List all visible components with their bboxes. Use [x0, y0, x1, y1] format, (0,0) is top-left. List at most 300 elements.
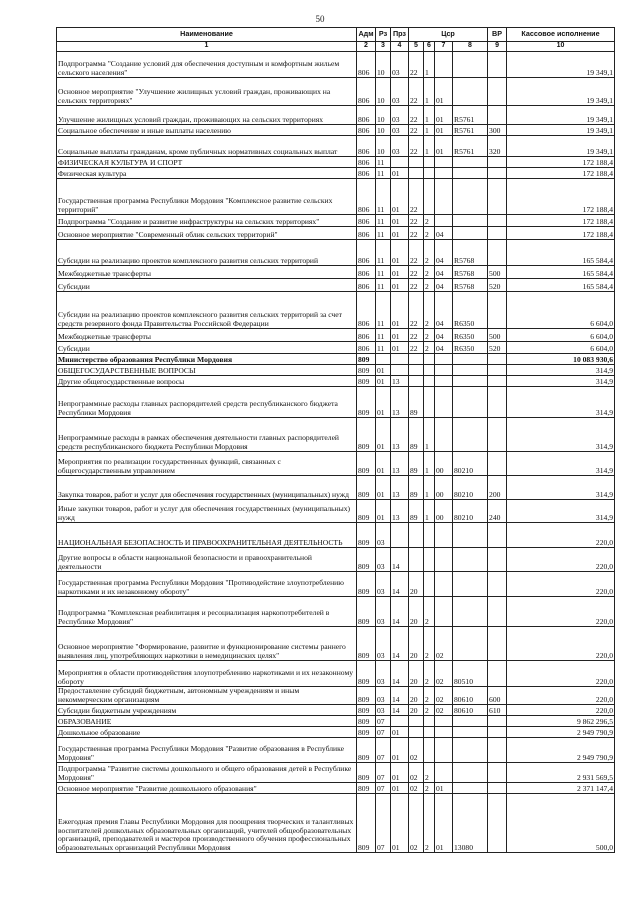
row-adm: 809 — [357, 763, 376, 783]
table-row — [57, 125, 615, 136]
row-vr — [488, 716, 507, 727]
row-amount: 220,0 — [507, 597, 615, 627]
row-adm: 806 — [357, 266, 376, 279]
row-csr-subprogram — [424, 716, 435, 727]
table-row — [57, 266, 615, 279]
row-csr-program — [409, 365, 424, 376]
row-csr-direction: R6350 — [453, 342, 488, 354]
row-adm: 809 — [357, 354, 376, 365]
row-prz: 01 — [391, 279, 409, 292]
row-csr-direction — [453, 738, 488, 763]
row-rz: 11 — [376, 266, 391, 279]
table-row — [57, 661, 615, 687]
row-amount: 19 349,1 — [507, 106, 615, 125]
row-csr-event: 04 — [435, 342, 453, 354]
table-row — [57, 376, 615, 387]
header-name: Наименование — [57, 28, 357, 42]
row-amount: 6 604,0 — [507, 329, 615, 342]
row-csr-program — [409, 376, 424, 387]
row-amount: 19 349,1 — [507, 136, 615, 157]
row-csr-event — [435, 738, 453, 763]
row-adm: 809 — [357, 661, 376, 687]
row-csr-program: 22 — [409, 342, 424, 354]
row-amount: 165 584,4 — [507, 266, 615, 279]
row-amount: 165 584,4 — [507, 279, 615, 292]
row-csr-direction: R5761 — [453, 136, 488, 157]
row-csr-program: 20 — [409, 627, 424, 661]
row-rz: 07 — [376, 783, 391, 794]
row-prz: 01 — [391, 794, 409, 853]
row-vr — [488, 78, 507, 106]
row-prz: 01 — [391, 763, 409, 783]
row-amount: 314,9 — [507, 365, 615, 376]
table-row — [57, 179, 615, 215]
row-prz: 14 — [391, 572, 409, 597]
row-csr-subprogram: 2 — [424, 240, 435, 266]
row-csr-direction: 80510 — [453, 661, 488, 687]
row-adm: 806 — [357, 227, 376, 240]
row-adm: 806 — [357, 279, 376, 292]
row-name: Предоставление субсидий бюджетным, автономным учреждениям и иным некоммерческим организациям — [57, 687, 357, 705]
header-vr: ВР — [488, 28, 507, 42]
row-csr-subprogram: 2 — [424, 783, 435, 794]
table-row — [57, 387, 615, 418]
row-adm: 809 — [357, 452, 376, 476]
row-amount: 500,0 — [507, 794, 615, 853]
row-amount: 220,0 — [507, 548, 615, 572]
row-vr — [488, 227, 507, 240]
column-number-row — [57, 42, 615, 52]
row-csr-event — [435, 387, 453, 418]
row-name: Субсидии бюджетным учреждениям — [57, 705, 357, 716]
row-name: Государственная программа Республики Мордовия "Развитие образования в Республике Мордовия" — [57, 738, 357, 763]
row-prz — [391, 157, 409, 168]
row-csr-event — [435, 548, 453, 572]
row-csr-program: 22 — [409, 215, 424, 227]
row-vr — [488, 763, 507, 783]
table-row — [57, 452, 615, 476]
row-csr-event — [435, 716, 453, 727]
row-rz: 10 — [376, 78, 391, 106]
row-rz: 10 — [376, 125, 391, 136]
row-amount: 6 604,0 — [507, 342, 615, 354]
row-name: Улучшение жилищных условий граждан, проживающих на сельских территориях — [57, 106, 357, 125]
row-adm: 806 — [357, 240, 376, 266]
row-prz: 01 — [391, 783, 409, 794]
row-name: Подпрограмма "Создание и развитие инфраструктуры на сельских территориях" — [57, 215, 357, 227]
table-row — [57, 763, 615, 783]
table-row — [57, 548, 615, 572]
row-rz: 11 — [376, 215, 391, 227]
row-name: ОБЩЕГОСУДАРСТВЕННЫЕ ВОПРОСЫ — [57, 365, 357, 376]
row-csr-direction — [453, 716, 488, 727]
row-csr-subprogram: 2 — [424, 687, 435, 705]
row-csr-program: 89 — [409, 500, 424, 523]
row-name: Основное мероприятие "Формирование, развитие и функционирование системы раннего выявления лиц, употребляющих наркотики в немедицинских целях" — [57, 627, 357, 661]
row-amount: 220,0 — [507, 627, 615, 661]
table-row — [57, 783, 615, 794]
row-csr-subprogram: 1 — [424, 125, 435, 136]
row-vr — [488, 523, 507, 548]
header-prz: Прз — [391, 28, 409, 42]
table-row — [57, 136, 615, 157]
column-number: 5 — [409, 42, 424, 52]
row-adm: 809 — [357, 738, 376, 763]
row-prz: 01 — [391, 329, 409, 342]
row-amount: 220,0 — [507, 687, 615, 705]
row-name: Основное мероприятие "Современный облик сельских территорий" — [57, 227, 357, 240]
row-rz: 11 — [376, 179, 391, 215]
row-csr-event: 02 — [435, 661, 453, 687]
row-vr — [488, 354, 507, 365]
row-csr-subprogram: 1 — [424, 78, 435, 106]
row-vr: 320 — [488, 136, 507, 157]
row-csr-event — [435, 727, 453, 738]
row-csr-program: 22 — [409, 52, 424, 78]
row-adm: 809 — [357, 387, 376, 418]
row-csr-event: 00 — [435, 452, 453, 476]
row-csr-subprogram — [424, 548, 435, 572]
header-csr: Цср — [409, 28, 488, 42]
table-row — [57, 716, 615, 727]
row-rz: 01 — [376, 376, 391, 387]
row-prz — [391, 354, 409, 365]
row-amount: 220,0 — [507, 523, 615, 548]
row-csr-direction — [453, 78, 488, 106]
row-prz: 01 — [391, 292, 409, 329]
row-amount: 314,9 — [507, 376, 615, 387]
row-adm: 806 — [357, 342, 376, 354]
row-csr-direction — [453, 179, 488, 215]
row-csr-subprogram: 2 — [424, 661, 435, 687]
row-csr-program: 22 — [409, 240, 424, 266]
row-adm: 809 — [357, 705, 376, 716]
row-rz: 03 — [376, 597, 391, 627]
row-name: Закупка товаров, работ и услуг для обеспечения государственных (муниципальных) нужд — [57, 476, 357, 500]
row-csr-subprogram: 2 — [424, 227, 435, 240]
row-csr-program: 02 — [409, 783, 424, 794]
row-vr — [488, 738, 507, 763]
row-csr-subprogram: 1 — [424, 476, 435, 500]
row-csr-subprogram: 1 — [424, 106, 435, 125]
row-csr-direction — [453, 227, 488, 240]
row-rz: 10 — [376, 136, 391, 157]
row-adm: 809 — [357, 476, 376, 500]
row-csr-direction: 80610 — [453, 687, 488, 705]
row-vr — [488, 168, 507, 179]
row-name: Другие вопросы в области национальной безопасности и правоохранительной деятельности — [57, 548, 357, 572]
row-vr — [488, 106, 507, 125]
row-vr — [488, 179, 507, 215]
row-amount: 165 584,4 — [507, 240, 615, 266]
row-csr-program: 22 — [409, 292, 424, 329]
row-csr-direction — [453, 376, 488, 387]
row-csr-event: 04 — [435, 227, 453, 240]
row-amount: 220,0 — [507, 572, 615, 597]
row-prz: 14 — [391, 548, 409, 572]
row-csr-subprogram — [424, 738, 435, 763]
row-csr-subprogram: 2 — [424, 329, 435, 342]
table-row — [57, 78, 615, 106]
row-rz: 11 — [376, 292, 391, 329]
row-vr — [488, 572, 507, 597]
row-name: Субсидии — [57, 279, 357, 292]
row-name: Социальное обеспечение и иные выплаты населению — [57, 125, 357, 136]
row-csr-direction — [453, 168, 488, 179]
row-csr-program: 22 — [409, 125, 424, 136]
row-csr-program: 20 — [409, 572, 424, 597]
row-rz: 11 — [376, 279, 391, 292]
row-csr-direction — [453, 157, 488, 168]
row-amount: 19 349,1 — [507, 125, 615, 136]
row-rz: 01 — [376, 500, 391, 523]
row-prz: 14 — [391, 705, 409, 716]
row-name: Мероприятия по реализации государственных функций, связанных с общегосударственным управлением — [57, 452, 357, 476]
column-number: 4 — [391, 42, 409, 52]
row-amount: 19 349,1 — [507, 78, 615, 106]
row-name: Социальные выплаты гражданам, кроме публичных нормативных социальных выплат — [57, 136, 357, 157]
row-vr — [488, 376, 507, 387]
row-vr — [488, 548, 507, 572]
row-prz: 13 — [391, 376, 409, 387]
row-csr-subprogram — [424, 354, 435, 365]
row-csr-program — [409, 727, 424, 738]
row-adm: 806 — [357, 125, 376, 136]
row-csr-program: 89 — [409, 387, 424, 418]
row-csr-program — [409, 354, 424, 365]
table-row — [57, 738, 615, 763]
table-row — [57, 476, 615, 500]
row-rz: 03 — [376, 572, 391, 597]
table-row — [57, 523, 615, 548]
table-row — [57, 627, 615, 661]
row-csr-direction: 13080 — [453, 794, 488, 853]
row-prz: 13 — [391, 387, 409, 418]
table-row — [57, 418, 615, 452]
row-csr-program: 22 — [409, 329, 424, 342]
row-csr-subprogram: 2 — [424, 794, 435, 853]
row-csr-subprogram: 2 — [424, 705, 435, 716]
row-rz: 01 — [376, 452, 391, 476]
row-name: Межбюджетные трансферты — [57, 329, 357, 342]
row-adm: 809 — [357, 627, 376, 661]
row-csr-event: 04 — [435, 266, 453, 279]
row-csr-program: 89 — [409, 476, 424, 500]
row-csr-program — [409, 157, 424, 168]
row-vr — [488, 292, 507, 329]
row-rz: 10 — [376, 106, 391, 125]
row-csr-subprogram: 1 — [424, 52, 435, 78]
row-amount: 2 931 569,5 — [507, 763, 615, 783]
row-csr-event — [435, 418, 453, 452]
row-csr-direction: 80210 — [453, 500, 488, 523]
row-csr-program: 20 — [409, 687, 424, 705]
row-csr-event: 02 — [435, 705, 453, 716]
row-prz — [391, 365, 409, 376]
row-csr-event: 04 — [435, 292, 453, 329]
row-rz: 01 — [376, 387, 391, 418]
row-csr-direction — [453, 523, 488, 548]
table-row — [57, 500, 615, 523]
row-prz: 03 — [391, 136, 409, 157]
row-csr-program: 22 — [409, 227, 424, 240]
row-csr-subprogram — [424, 157, 435, 168]
row-adm: 809 — [357, 376, 376, 387]
row-csr-direction: R5768 — [453, 240, 488, 266]
row-csr-event: 01 — [435, 783, 453, 794]
row-csr-direction — [453, 763, 488, 783]
row-csr-subprogram: 2 — [424, 627, 435, 661]
row-name: Министерство образования Республики Мордовия — [57, 354, 357, 365]
row-rz: 07 — [376, 738, 391, 763]
table-row — [57, 572, 615, 597]
row-prz: 13 — [391, 476, 409, 500]
row-csr-event — [435, 179, 453, 215]
row-csr-program: 20 — [409, 661, 424, 687]
row-csr-direction: 80210 — [453, 476, 488, 500]
row-prz: 03 — [391, 125, 409, 136]
row-csr-direction — [453, 354, 488, 365]
row-csr-direction: R5761 — [453, 106, 488, 125]
table-row — [57, 157, 615, 168]
table-row — [57, 794, 615, 853]
row-name: Государственная программа Республики Мордовия "Противодействие злоупотреблению наркотиками и их незаконному обороту" — [57, 572, 357, 597]
row-csr-subprogram: 2 — [424, 215, 435, 227]
row-adm: 809 — [357, 365, 376, 376]
table-row — [57, 227, 615, 240]
row-csr-subprogram: 2 — [424, 279, 435, 292]
row-name: Непрограммные расходы в рамках обеспечения деятельности главных распорядителей средств республиканского бюджета Республики Мордовия — [57, 418, 357, 452]
row-csr-event — [435, 215, 453, 227]
column-number: 2 — [357, 42, 376, 52]
row-prz: 01 — [391, 266, 409, 279]
table-row — [57, 687, 615, 705]
row-csr-event: 04 — [435, 240, 453, 266]
row-csr-direction — [453, 572, 488, 597]
row-vr — [488, 157, 507, 168]
row-csr-direction: R6350 — [453, 292, 488, 329]
row-vr: 500 — [488, 329, 507, 342]
row-vr — [488, 597, 507, 627]
row-name: Субсидии на реализацию проектов комплексного развития сельских территорий — [57, 240, 357, 266]
row-name: Подпрограмма "Развитие системы дошкольного и общего образования детей в Республике Мордовия" — [57, 763, 357, 783]
row-prz: 03 — [391, 106, 409, 125]
row-vr — [488, 240, 507, 266]
row-csr-direction: R5768 — [453, 266, 488, 279]
row-amount: 172 188,4 — [507, 179, 615, 215]
row-csr-event: 02 — [435, 627, 453, 661]
row-prz: 13 — [391, 500, 409, 523]
column-number: 7 — [435, 42, 453, 52]
table-row — [57, 240, 615, 266]
row-csr-event — [435, 354, 453, 365]
row-rz: 07 — [376, 727, 391, 738]
row-name: Основное мероприятие "Улучшение жилищных условий граждан, проживающих на сельских территориях" — [57, 78, 357, 106]
row-amount: 314,9 — [507, 476, 615, 500]
row-rz: 01 — [376, 365, 391, 376]
row-csr-direction: 80610 — [453, 705, 488, 716]
row-amount: 2 949 790,9 — [507, 727, 615, 738]
row-rz: 10 — [376, 52, 391, 78]
table-row — [57, 168, 615, 179]
row-csr-event — [435, 168, 453, 179]
row-csr-event — [435, 365, 453, 376]
table-row — [57, 342, 615, 354]
row-csr-program: 22 — [409, 179, 424, 215]
row-csr-event — [435, 572, 453, 597]
row-name: Дошкольное образование — [57, 727, 357, 738]
row-rz: 11 — [376, 157, 391, 168]
column-number: 3 — [376, 42, 391, 52]
row-csr-direction — [453, 783, 488, 794]
row-adm: 809 — [357, 727, 376, 738]
row-adm: 806 — [357, 329, 376, 342]
row-csr-direction — [453, 727, 488, 738]
row-vr: 610 — [488, 705, 507, 716]
row-amount: 9 862 296,5 — [507, 716, 615, 727]
row-csr-direction: R6350 — [453, 329, 488, 342]
row-csr-direction — [453, 365, 488, 376]
row-csr-program — [409, 523, 424, 548]
row-prz: 14 — [391, 597, 409, 627]
row-vr: 520 — [488, 279, 507, 292]
row-amount: 6 604,0 — [507, 292, 615, 329]
table-row — [57, 329, 615, 342]
column-number: 8 — [453, 42, 488, 52]
row-rz: 07 — [376, 763, 391, 783]
row-vr — [488, 727, 507, 738]
row-adm: 809 — [357, 794, 376, 853]
row-csr-program: 02 — [409, 738, 424, 763]
row-prz: 13 — [391, 452, 409, 476]
row-amount: 10 083 930,6 — [507, 354, 615, 365]
row-prz: 14 — [391, 627, 409, 661]
row-csr-subprogram — [424, 376, 435, 387]
row-name: Субсидии — [57, 342, 357, 354]
row-vr — [488, 52, 507, 78]
table-row — [57, 215, 615, 227]
row-csr-program: 02 — [409, 794, 424, 853]
table-row — [57, 106, 615, 125]
row-amount: 19 349,1 — [507, 52, 615, 78]
row-csr-event: 04 — [435, 279, 453, 292]
row-amount: 314,9 — [507, 452, 615, 476]
row-csr-event: 00 — [435, 476, 453, 500]
row-prz: 14 — [391, 661, 409, 687]
row-adm: 806 — [357, 168, 376, 179]
table-row — [57, 365, 615, 376]
row-vr: 240 — [488, 500, 507, 523]
table-row — [57, 727, 615, 738]
row-amount: 2 949 790,9 — [507, 738, 615, 763]
row-amount: 220,0 — [507, 705, 615, 716]
row-rz: 01 — [376, 476, 391, 500]
row-prz — [391, 716, 409, 727]
table-row — [57, 279, 615, 292]
row-prz: 01 — [391, 168, 409, 179]
row-csr-direction — [453, 52, 488, 78]
row-csr-direction — [453, 215, 488, 227]
row-name: Ежегодная премия Главы Республики Мордовия для поощрения творческих и талантливых воспитателей дошкольных образовательных организаций, учителей общеобразовательных организаций, преподавателей и мастеров производственного обучения профессиональных образовательных организаций Республики Мордовия — [57, 794, 357, 853]
row-csr-subprogram — [424, 179, 435, 215]
row-rz: 03 — [376, 627, 391, 661]
row-name: Мероприятия в области противодействия злоупотреблению наркотиками и их незаконному обороту — [57, 661, 357, 687]
row-name: ФИЗИЧЕСКАЯ КУЛЬТУРА И СПОРТ — [57, 157, 357, 168]
row-rz: 11 — [376, 342, 391, 354]
row-csr-subprogram — [424, 572, 435, 597]
page-number: 50 — [315, 14, 325, 24]
row-vr: 520 — [488, 342, 507, 354]
